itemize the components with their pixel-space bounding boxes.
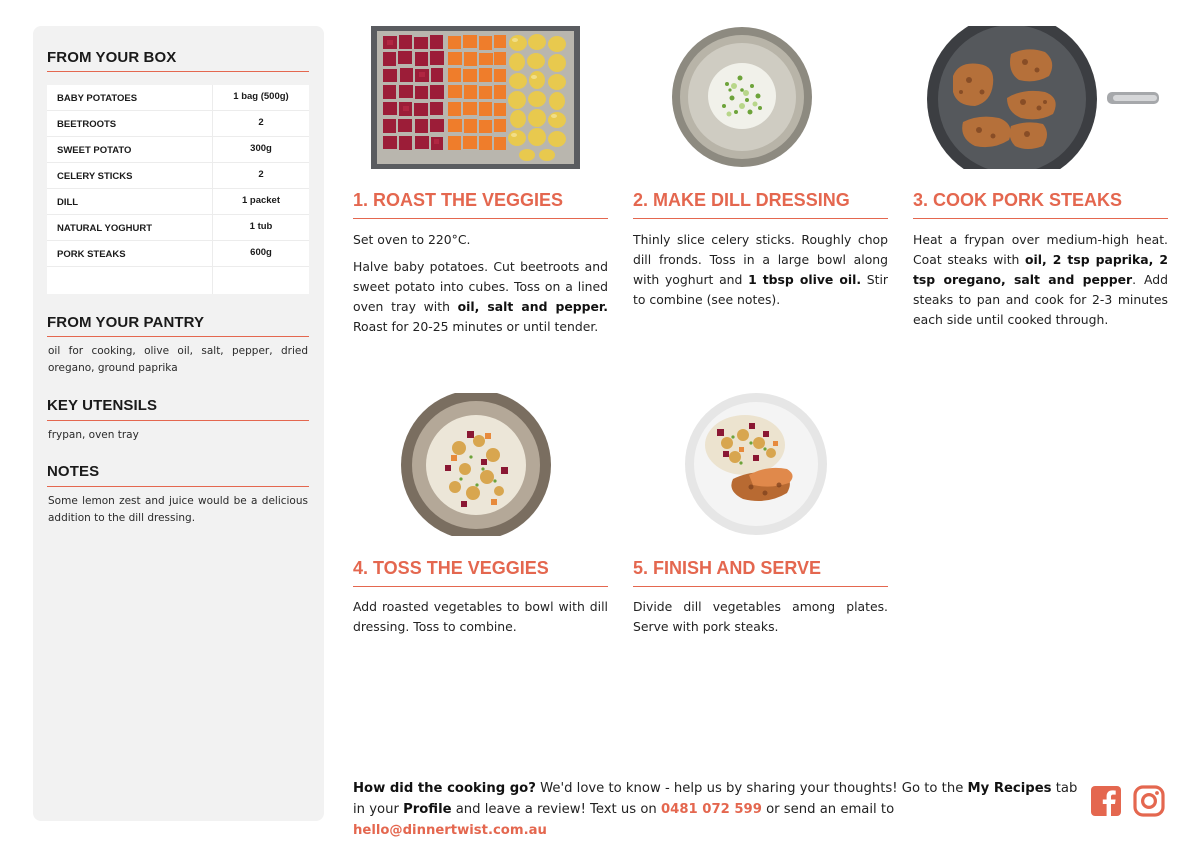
- ingredient-qty: 1 tub: [249, 221, 273, 232]
- table-row: [47, 215, 309, 241]
- pantry-divider: [47, 336, 309, 337]
- feedback-footer: How did the cooking go? We'd love to know - help us by sharing your thoughts! Go to the My Recipes tab in your Profile and leave a review! Text us on 0481 072 599 or send an email to hello@dinnertwist.com.au: [353, 781, 1078, 838]
- table-row: [47, 85, 309, 111]
- ingredient-name: BEETROOTS: [57, 119, 117, 130]
- utensils-divider: [47, 420, 309, 421]
- sidebar: [33, 26, 324, 821]
- box-title-divider: [47, 71, 309, 72]
- instagram-icon[interactable]: [1133, 785, 1165, 817]
- step-4-text: Add roasted vegetables to bowl with dill dressing. Toss to combine.: [353, 599, 608, 634]
- ingredient-name: CELERY STICKS: [57, 171, 133, 182]
- notes-divider: [47, 486, 309, 487]
- ingredient-name: DILL: [57, 197, 79, 208]
- utensils-title: KEY UTENSILS: [47, 397, 158, 414]
- feedback-question: How did the cooking go?: [353, 781, 536, 796]
- phone-link[interactable]: 0481 072 599: [660, 802, 762, 817]
- ingredient-qty: 2: [258, 117, 264, 128]
- step-3-text: Heat a frypan over medium-high heat. Coat steaks with oil, 2 tsp paprika, 2 tsp oregano, salt and pepper. Add steaks to pan and cook for 2-3 minutes each side until cooked through.: [913, 232, 1168, 327]
- step-1-text-1: Set oven to 220°C.: [353, 232, 471, 247]
- ingredient-qty: 1 packet: [241, 195, 281, 206]
- step-1-title: 1. ROAST THE VEGGIES: [353, 190, 564, 210]
- email-link[interactable]: hello@dinnertwist.com.au: [353, 823, 547, 838]
- step-2-title: 2. MAKE DILL DRESSING: [633, 190, 850, 210]
- step-1-divider: [353, 218, 608, 219]
- table-row-empty: [47, 267, 309, 293]
- table-row: [47, 163, 309, 189]
- step-1-text-2: Halve baby potatoes. Cut beetroots and sweet potato into cubes. Toss on a lined oven tray with oil, salt and pepper. Roast for 20-25 minutes or until tender.: [353, 259, 608, 334]
- ingredient-name: NATURAL YOGHURT: [57, 223, 152, 234]
- plated-dish-photo: [683, 393, 830, 536]
- ingredient-name: SWEET POTATO: [57, 145, 132, 156]
- step-2-text: Thinly slice celery sticks. Roughly chop dill fronds. Toss in a large bowl along with yoghurt and 1 tbsp olive oil. Stir to combine (see notes).: [633, 232, 888, 307]
- facebook-icon[interactable]: [1090, 785, 1122, 817]
- ingredient-qty: 2: [258, 169, 264, 180]
- notes-text: Some lemon zest and juice would be a delicious addition to the dill dressing.: [48, 495, 308, 524]
- ingredient-name: PORK STEAKS: [57, 249, 126, 260]
- step-2-divider: [633, 218, 888, 219]
- dill-dressing-photo: [672, 26, 812, 169]
- step-5-text: Divide dill vegetables among plates. Serve with pork steaks.: [633, 599, 888, 634]
- pantry-title: FROM YOUR PANTRY: [47, 314, 205, 331]
- ingredient-qty: 300g: [250, 143, 272, 154]
- step-4-divider: [353, 586, 608, 587]
- notes-title: NOTES: [47, 463, 100, 480]
- ingredients-table: [47, 85, 309, 294]
- box-title: FROM YOUR BOX: [47, 49, 177, 66]
- my-recipes-link[interactable]: My Recipes: [967, 781, 1052, 796]
- toss-veggies-photo: [401, 393, 552, 536]
- roast-veggies-photo: [371, 26, 580, 169]
- ingredient-qty: 600g: [250, 247, 272, 258]
- step-3-divider: [913, 218, 1168, 219]
- table-row: [47, 137, 309, 163]
- table-row: [47, 241, 309, 267]
- pork-steaks-photo: [927, 26, 1160, 169]
- step-3-title: 3. COOK PORK STEAKS: [913, 190, 1123, 210]
- pantry-text: oil for cooking, olive oil, salt, pepper, dried oregano, ground paprika: [48, 345, 308, 374]
- step-5-divider: [633, 586, 888, 587]
- profile-link[interactable]: Profile: [403, 802, 452, 817]
- step-4-title: 4. TOSS THE VEGGIES: [353, 558, 549, 578]
- ingredient-name: BABY POTATOES: [57, 93, 138, 104]
- step-5-title: 5. FINISH AND SERVE: [633, 558, 822, 578]
- table-row: [47, 111, 309, 137]
- table-row: [47, 189, 309, 215]
- ingredient-qty: 1 bag (500g): [233, 91, 289, 102]
- utensils-text: frypan, oven tray: [48, 429, 139, 441]
